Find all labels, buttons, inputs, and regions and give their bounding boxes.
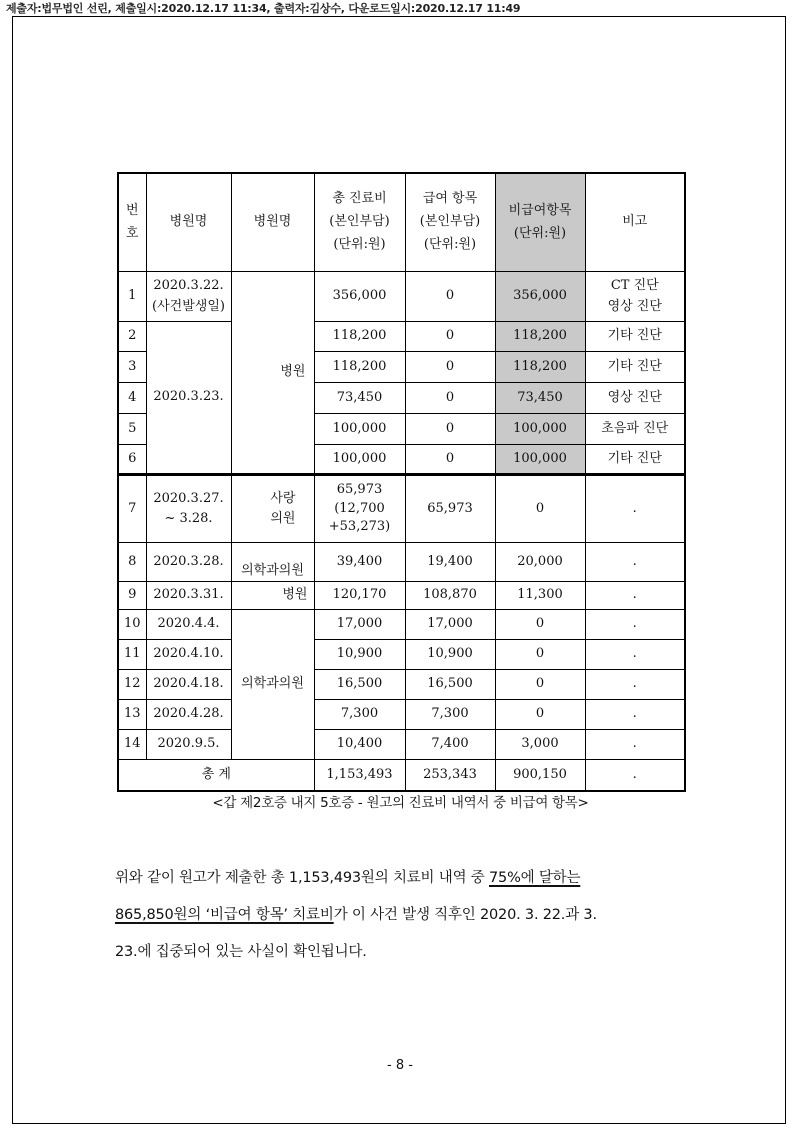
row-no: 7 — [118, 475, 146, 543]
row-no: 14 — [118, 730, 146, 760]
row-noncovered: 0 — [495, 610, 585, 640]
row-date: 2020.4.18. — [146, 670, 231, 700]
row-noncovered: 11,300 — [495, 582, 585, 610]
page-number: - 8 - — [387, 1058, 413, 1073]
row-covered: 7,300 — [405, 700, 495, 730]
row-total: 16,500 — [314, 670, 405, 700]
row-no: 2 — [118, 322, 146, 352]
row-note: . — [585, 543, 685, 582]
row-note: 영상 진단 — [585, 383, 685, 414]
row-note: . — [585, 475, 685, 543]
row-total: 73,450 — [314, 383, 405, 414]
table-row — [118, 543, 685, 582]
row-date: 2020.3.22. (사건발생일) — [146, 272, 231, 322]
table-caption: <갑 제2호증 내지 5호증 - 원고의 진료비 내역서 중 비급여 항목> — [212, 795, 589, 811]
row-covered: 0 — [405, 322, 495, 352]
row-covered: 108,870 — [405, 582, 495, 610]
table-row — [118, 610, 685, 640]
row-date: 2020.3.23. — [146, 322, 231, 475]
row-noncovered: 0 — [495, 475, 585, 543]
total-note: . — [585, 760, 685, 792]
header-covered: 급여 항목 (본인부담) (단위:원) — [405, 173, 495, 272]
header-noncovered: 비급여항목 (단위:원) — [495, 173, 585, 272]
row-note: 기타 진단 — [585, 322, 685, 352]
row-date: 2020.4.4. — [146, 610, 231, 640]
row-total: 39,400 — [314, 543, 405, 582]
row-noncovered: 100,000 — [495, 445, 585, 475]
table-row — [118, 272, 685, 322]
row-covered: 16,500 — [405, 670, 495, 700]
row-no: 4 — [118, 383, 146, 414]
row-total: 100,000 — [314, 414, 405, 445]
row-no: 1 — [118, 272, 146, 322]
table-row — [118, 730, 685, 760]
table-row — [118, 582, 685, 610]
row-date: 2020.9.5. — [146, 730, 231, 760]
header-no: 번호 — [118, 173, 146, 272]
underlined-text: 75%에 달하는 — [489, 870, 581, 886]
row-hospital: 병원 — [231, 582, 314, 610]
row-note: CT 진단 영상 진단 — [585, 272, 685, 322]
document-header: 제출자:법무법인 선린, 제출일시:2020.12.17 11:34, 출력자:김상수, 다운로드일시:2020.12.17 11:49 — [6, 2, 521, 15]
row-noncovered: 20,000 — [495, 543, 585, 582]
row-covered: 0 — [405, 445, 495, 475]
row-total: 10,900 — [314, 640, 405, 670]
row-noncovered: 118,200 — [495, 322, 585, 352]
paragraph-text: 23.에 집중되어 있는 사실이 확인됩니다. — [115, 944, 367, 960]
row-no: 5 — [118, 414, 146, 445]
header-total: 총 진료비 (본인부담) (단위:원) — [314, 173, 405, 272]
row-note: . — [585, 582, 685, 610]
table-row — [118, 322, 685, 352]
total-noncovered: 900,150 — [495, 760, 585, 792]
row-hospital: 의학과의원 — [231, 543, 314, 582]
row-covered: 0 — [405, 414, 495, 445]
total-amount: 1,153,493 — [314, 760, 405, 792]
row-noncovered: 0 — [495, 700, 585, 730]
row-total: 120,170 — [314, 582, 405, 610]
row-covered: 7,400 — [405, 730, 495, 760]
row-noncovered: 100,000 — [495, 414, 585, 445]
row-hospital: 의학과의원 — [231, 610, 314, 760]
row-total: 118,200 — [314, 352, 405, 383]
row-total: 356,000 — [314, 272, 405, 322]
table-row — [118, 670, 685, 700]
row-note: 기타 진단 — [585, 445, 685, 475]
row-covered: 17,000 — [405, 610, 495, 640]
row-no: 11 — [118, 640, 146, 670]
row-date: 2020.3.31. — [146, 582, 231, 610]
row-note: 초음파 진단 — [585, 414, 685, 445]
table-header-row — [118, 173, 685, 272]
row-covered: 10,900 — [405, 640, 495, 670]
row-covered: 19,400 — [405, 543, 495, 582]
paragraph-text: 위와 같이 원고가 제출한 총 1,153,493원의 치료비 내역 중 — [115, 870, 490, 886]
row-no: 12 — [118, 670, 146, 700]
table-row — [118, 640, 685, 670]
row-total: 65,973 (12,700 +53,273) — [314, 475, 405, 543]
row-no: 9 — [118, 582, 146, 610]
body-paragraph — [115, 860, 695, 971]
row-date: 2020.3.28. — [146, 543, 231, 582]
row-total: 10,400 — [314, 730, 405, 760]
row-note: . — [585, 610, 685, 640]
table-row — [118, 700, 685, 730]
row-noncovered: 0 — [495, 670, 585, 700]
row-note: . — [585, 640, 685, 670]
paragraph-text: 가 이 사건 발생 직후인 2020. 3. 22.과 3. — [333, 907, 597, 923]
row-total: 17,000 — [314, 610, 405, 640]
row-note: . — [585, 670, 685, 700]
row-hospital: 병원 — [231, 272, 314, 475]
row-total: 118,200 — [314, 322, 405, 352]
row-noncovered: 3,000 — [495, 730, 585, 760]
row-noncovered: 73,450 — [495, 383, 585, 414]
row-no: 13 — [118, 700, 146, 730]
header-note: 비고 — [585, 173, 685, 272]
row-no: 8 — [118, 543, 146, 582]
row-total: 100,000 — [314, 445, 405, 475]
row-noncovered: 0 — [495, 640, 585, 670]
medical-expense-table — [117, 172, 686, 792]
row-date: 2020.4.28. — [146, 700, 231, 730]
row-no: 3 — [118, 352, 146, 383]
row-total: 7,300 — [314, 700, 405, 730]
row-no: 6 — [118, 445, 146, 475]
row-covered: 0 — [405, 272, 495, 322]
row-note: . — [585, 730, 685, 760]
row-covered: 0 — [405, 352, 495, 383]
header-date: 병원명 — [146, 173, 231, 272]
row-note: 기타 진단 — [585, 352, 685, 383]
row-note: . — [585, 700, 685, 730]
total-covered: 253,343 — [405, 760, 495, 792]
table-row — [118, 475, 685, 543]
row-noncovered: 356,000 — [495, 272, 585, 322]
row-noncovered: 118,200 — [495, 352, 585, 383]
row-date: 2020.3.27. ~ 3.28. — [146, 475, 231, 543]
row-date: 2020.4.10. — [146, 640, 231, 670]
row-covered: 65,973 — [405, 475, 495, 543]
row-no: 10 — [118, 610, 146, 640]
header-hospital: 병원명 — [231, 173, 314, 272]
underlined-text: 865,850원의 ‘비급여 항목’ 치료비 — [115, 907, 334, 923]
row-covered: 0 — [405, 383, 495, 414]
row-hospital: 사랑 의원 — [231, 475, 314, 543]
total-row — [118, 760, 685, 792]
total-label: 총 계 — [118, 760, 314, 792]
